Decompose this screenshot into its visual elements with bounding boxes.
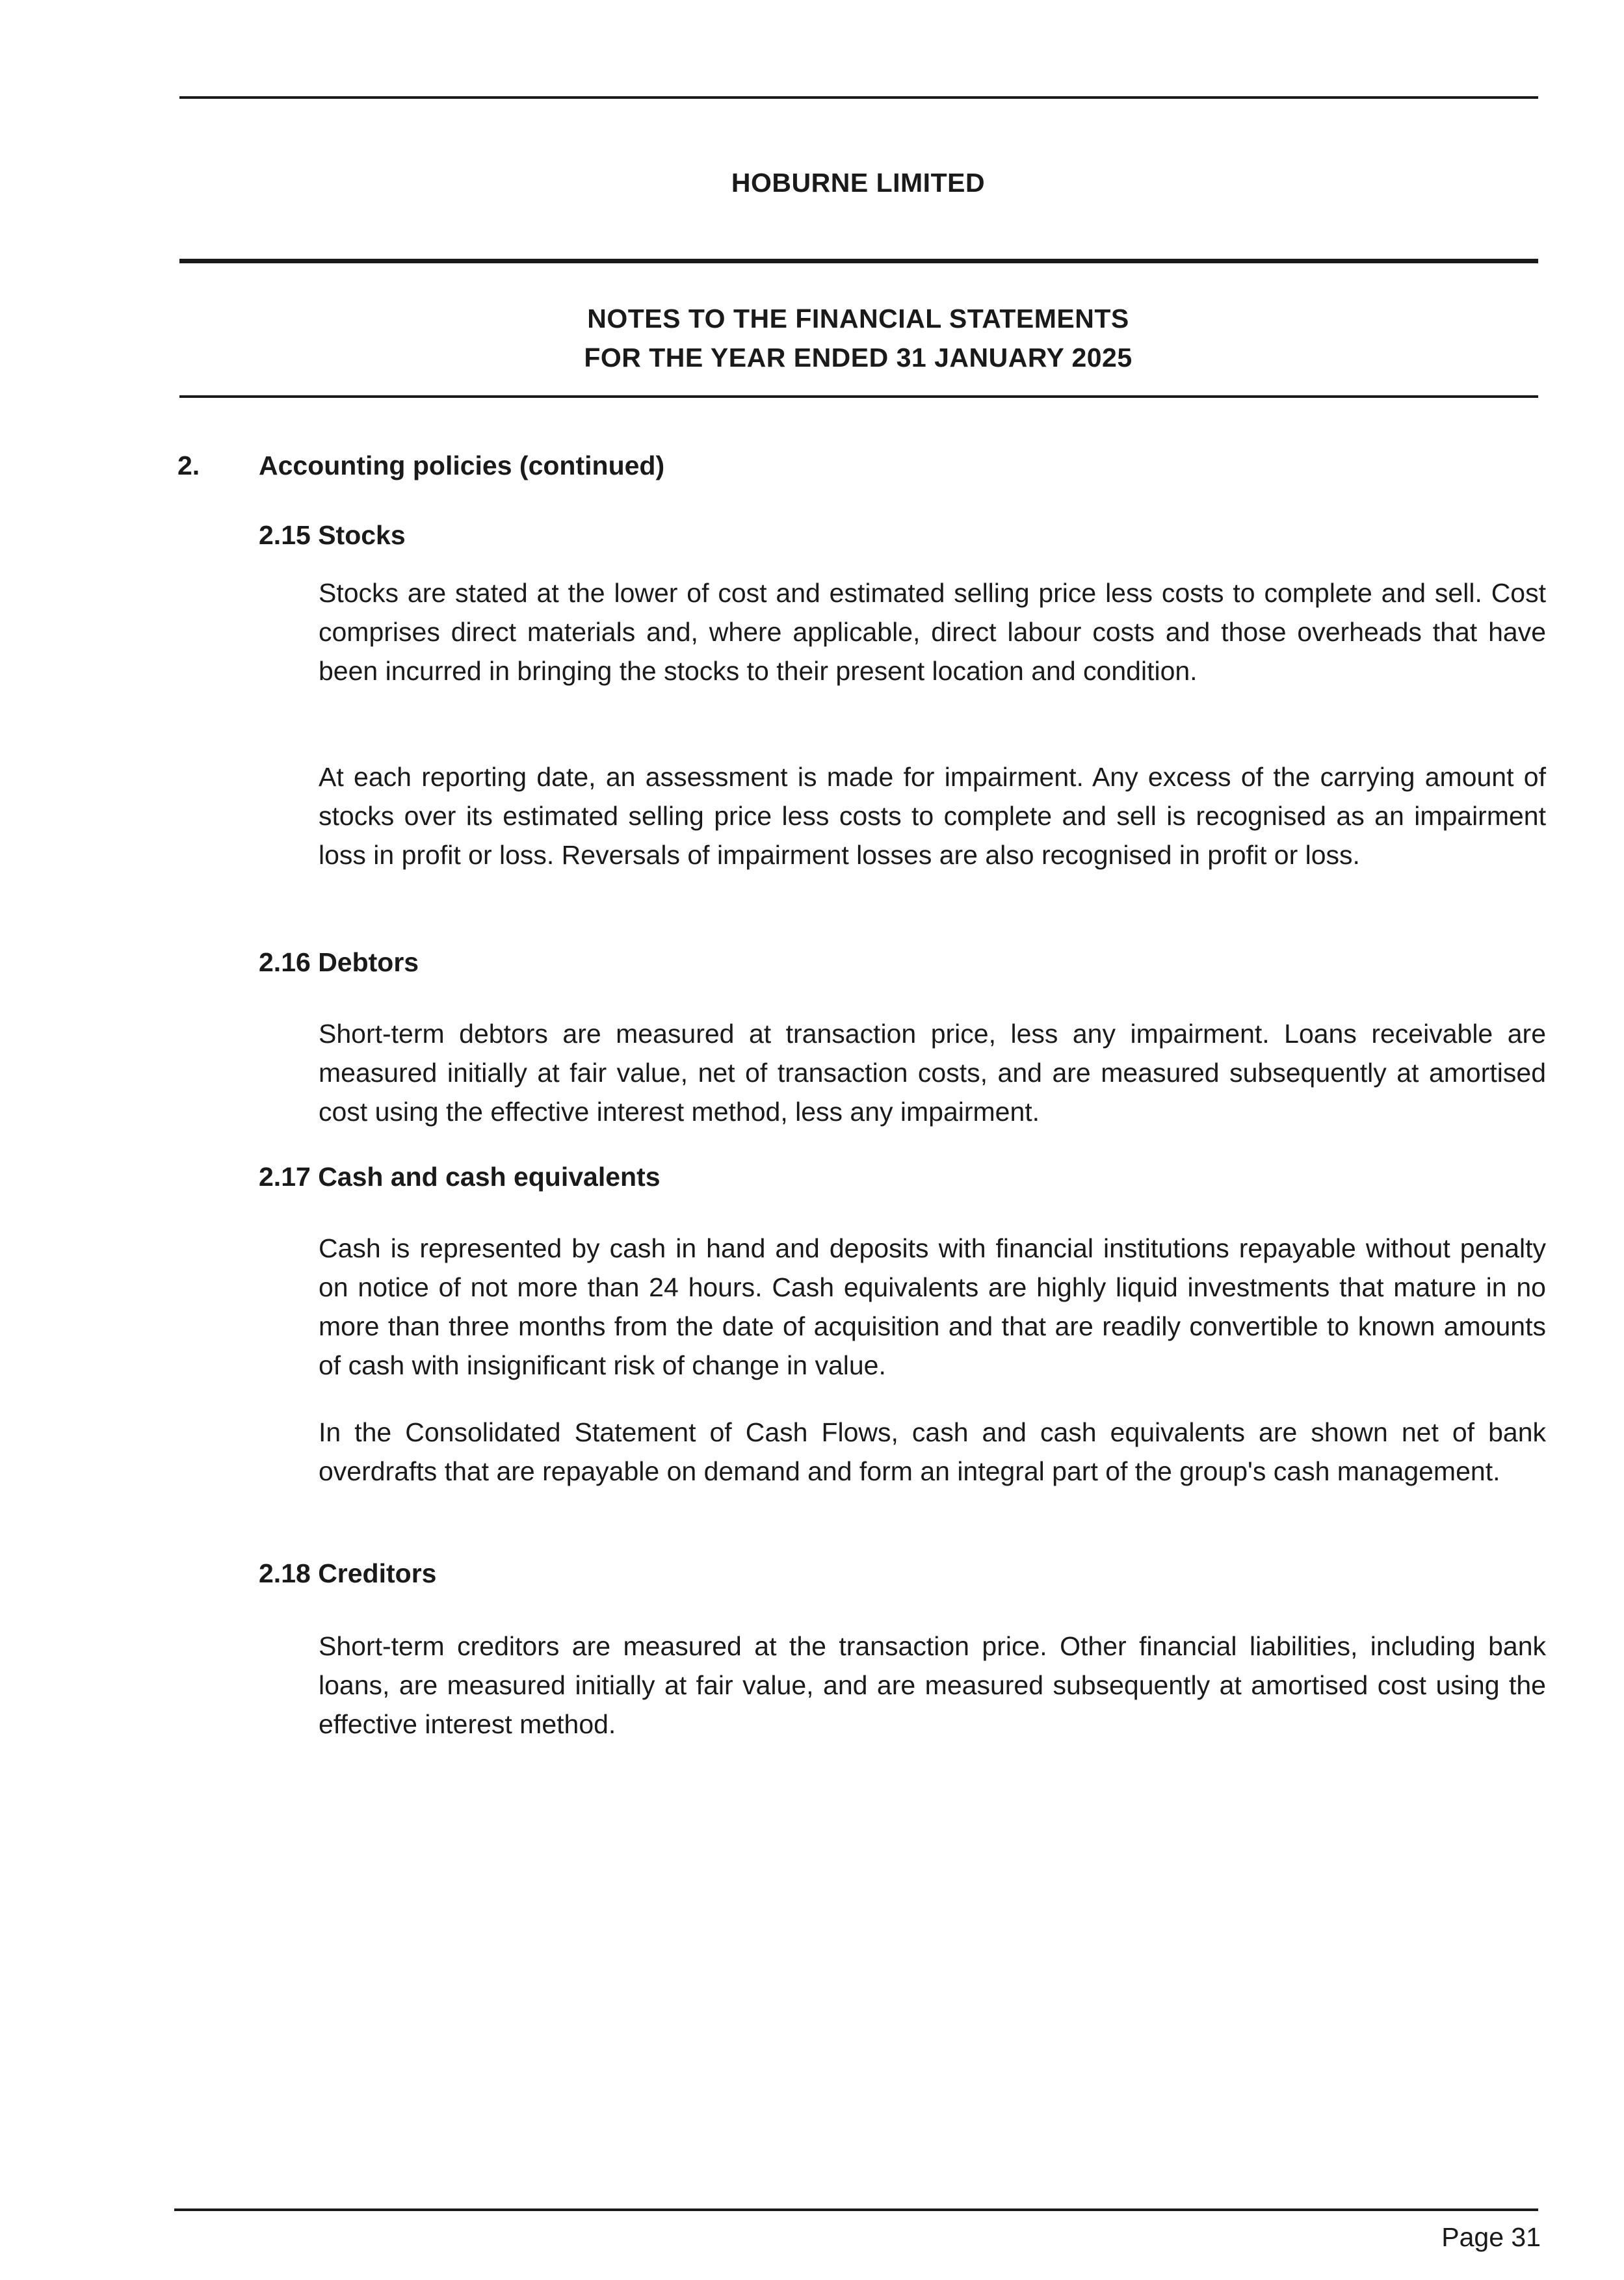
header-thick-rule — [179, 259, 1538, 263]
paragraph-debtors-1: Short-term debtors are measured at transaction price, less any impairment. Loans receivable are measured initially at fair value, net of transaction costs, and are measured subsequently at amortised cost using the effective interest method, less any impairment. — [319, 1019, 1546, 1127]
subsection-heading-debtors: 2.16 Debtors — [259, 947, 419, 977]
page-number: Page 31 — [1441, 2222, 1541, 2252]
footer-rule — [174, 2208, 1538, 2211]
section-number: 2. — [177, 451, 200, 480]
subsection-heading-stocks: 2.15 Stocks — [259, 520, 406, 550]
paragraph-stocks-2: At each reporting date, an assessment is made for impairment. Any excess of the carrying amount of stocks over its estimated selling price less costs to complete and sell is recognised as an impairment loss in profit or loss. Reversals of impairment losses are also recognised in profit or loss. — [319, 762, 1546, 870]
header-bottom-rule — [179, 395, 1538, 398]
paragraph-cash-2: In the Consolidated Statement of Cash Flows, cash and cash equivalents are shown net of bank overdrafts that are repayable on demand and form an integral part of the group's cash management. — [319, 1417, 1546, 1486]
paragraph-cash-1: Cash is represented by cash in hand and deposits with financial institutions repayable without penalty on notice of not more than 24 hours. Cash equivalents are highly liquid investments that mature in no more than three months from the date of acquisition and that are readily convertible to known amounts of cash with insignificant risk of change in value. — [319, 1233, 1546, 1380]
subsection-heading-creditors: 2.18 Creditors — [259, 1558, 437, 1588]
paragraph-stocks-1: Stocks are stated at the lower of cost and estimated selling price less costs to complete and sell. Cost comprises direct materials and, where applicable, direct labour costs and those overheads that have been incurred in bringing the stocks to their present location and condition. — [319, 578, 1546, 686]
company-name: HOBURNE LIMITED — [731, 168, 986, 198]
section-title: Accounting policies (continued) — [259, 451, 665, 480]
section-heading — [177, 451, 664, 481]
statement-title-line1: NOTES TO THE FINANCIAL STATEMENTS — [587, 304, 1129, 334]
paragraph-creditors-1: Short-term creditors are measured at the transaction price. Other financial liabilities, including bank loans, are measured initially at fair value, and are measured subsequently at amortised cost using the effective interest method. — [319, 1631, 1546, 1739]
subsection-heading-cash: 2.17 Cash and cash equivalents — [259, 1162, 661, 1192]
statement-title — [0, 299, 1624, 377]
statement-title-line2: FOR THE YEAR ENDED 31 JANUARY 2025 — [584, 343, 1133, 373]
header-top-rule — [179, 96, 1538, 99]
